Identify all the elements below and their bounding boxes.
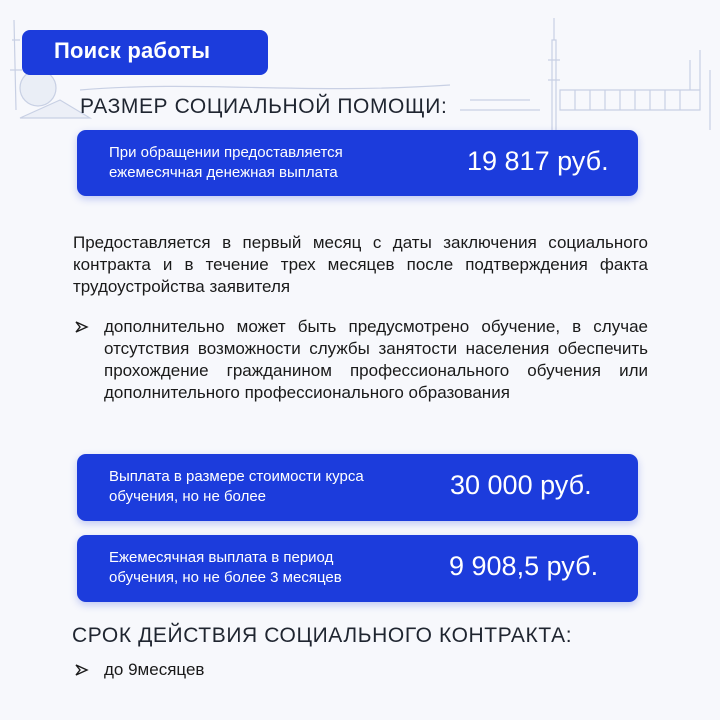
info-paragraph: Предоставляется в первый месяц с даты заключения социального контракта и в течение трех месяцев после подтверждения факта трудоустройства заявителя	[73, 233, 648, 296]
monthly-payment-desc-line1: При обращении предоставляется	[109, 144, 343, 161]
monthly-payment-card	[77, 130, 638, 196]
course-payment-card	[77, 454, 638, 521]
monthly-payment-amount: 19 817 руб.	[467, 146, 609, 176]
social-aid-heading: РАЗМЕР СОЦИАЛЬНОЙ ПОМОЩИ:	[80, 95, 448, 118]
page-title: Поиск работы	[54, 38, 211, 63]
training-bullet-text: дополнительно может быть предусмотрено обучение, в случае отсутствия возможности службы занятости населения обеспечить прохождение гражданином профессионального обучения или дополнительного профессионального образования	[104, 317, 648, 402]
arrow-bullet-icon	[74, 662, 90, 678]
monthly-payment-desc-line2: ежемесячная денежная выплата	[109, 164, 338, 181]
study-payment-desc-line1: Ежемесячная выплата в период	[109, 549, 334, 566]
course-payment-desc-line1: Выплата в размере стоимости курса	[109, 468, 364, 485]
study-payment-amount: 9 908,5 руб.	[449, 551, 599, 581]
study-payment-desc-line2: обучения, но не более 3 месяцев	[109, 569, 342, 586]
study-payment-card	[77, 535, 638, 602]
contract-heading: СРОК ДЕЙСТВИЯ СОЦИАЛЬНОГО КОНТРАКТА:	[72, 624, 573, 647]
contract-term: до 9месяцев	[104, 660, 205, 679]
page-title-badge	[22, 30, 268, 75]
course-payment-amount: 30 000 руб.	[450, 470, 592, 500]
course-payment-desc-line2: обучения, но не более	[109, 488, 267, 505]
arrow-bullet-icon	[74, 319, 90, 335]
